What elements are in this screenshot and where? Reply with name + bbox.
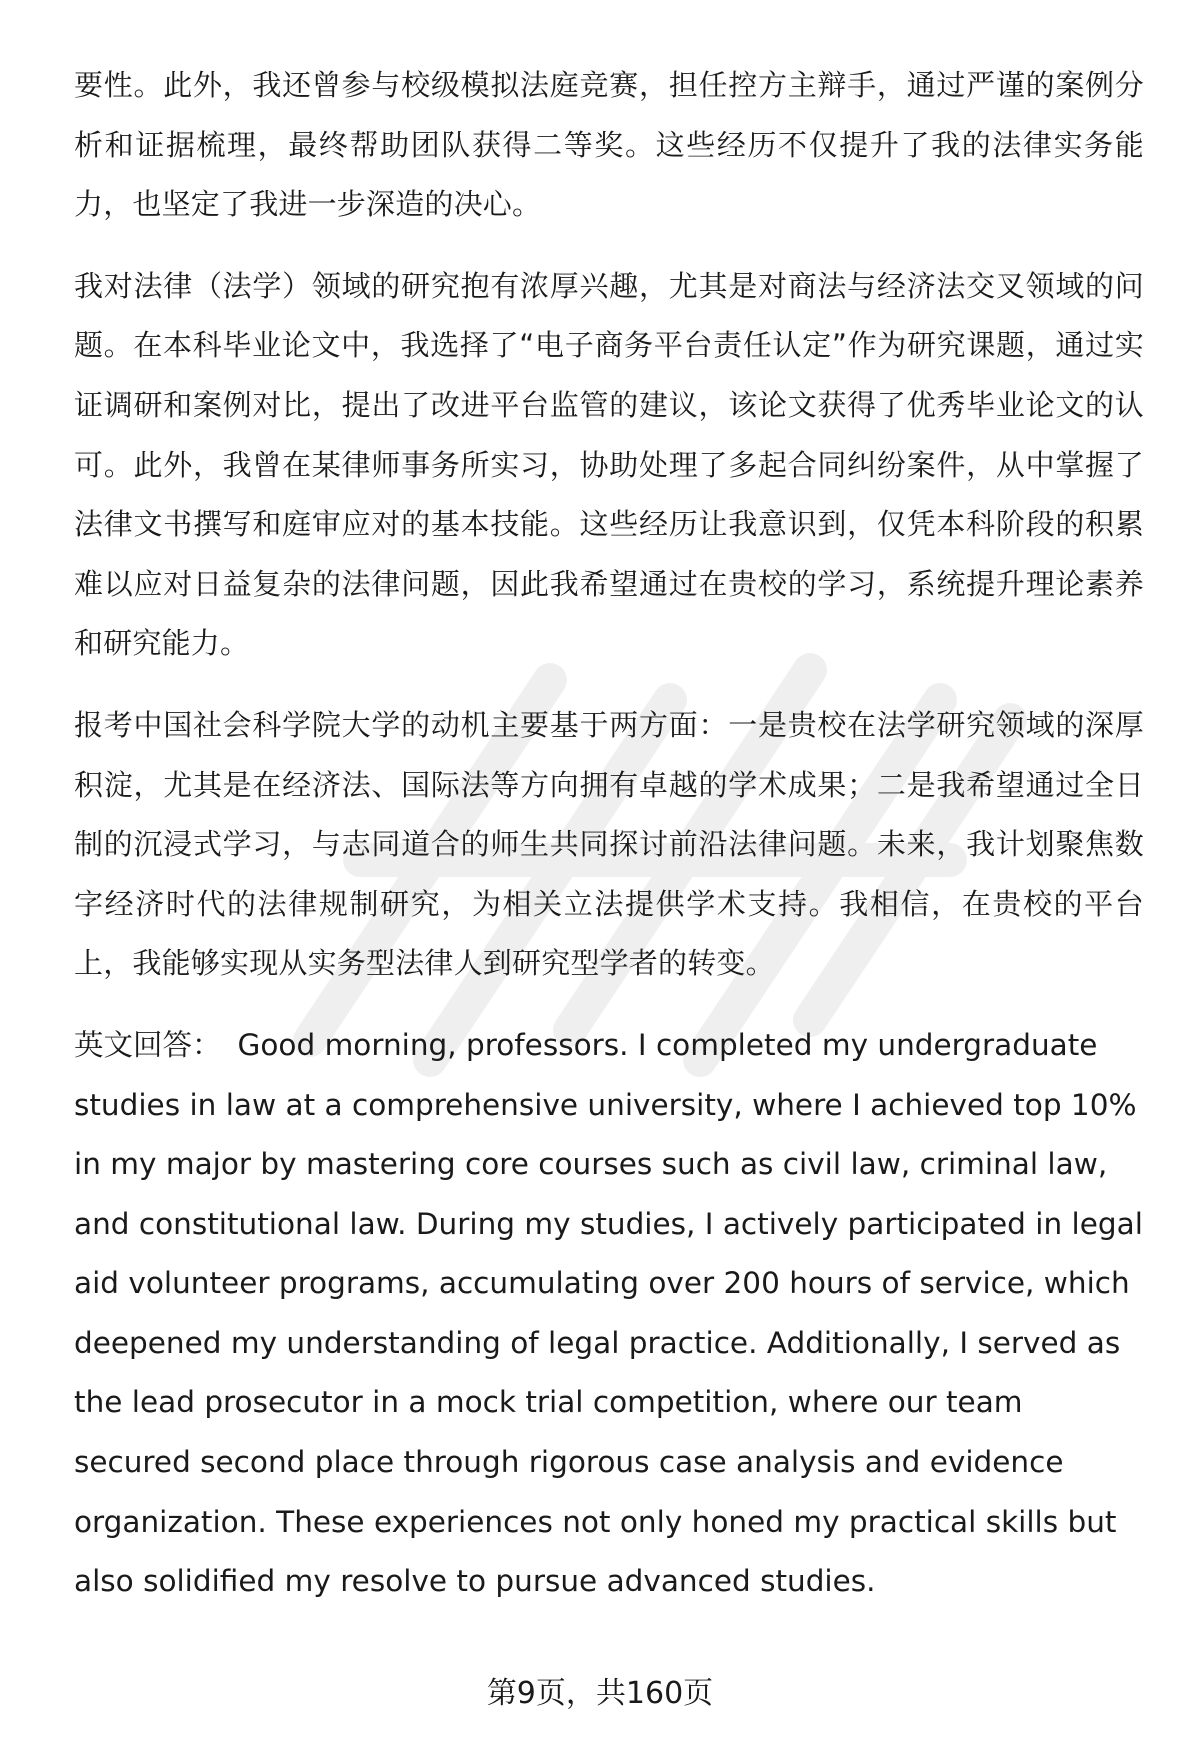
page-number-footer: 第9页，共160页 [486,1676,714,1711]
english-answer-paragraph [74,1016,1144,1612]
english-answer-label: 英文回答： [74,1027,222,1062]
paragraph-2: 我对法律（法学）领域的研究抱有浓厚兴趣，尤其是对商法与经济法交叉领域的问题。在本科毕业论文中，我选择了“电子商务平台责任认定”作为研究课题，通过实证调研和案例对比，提出了改进平台监管的建议，该论文获得了优秀毕业论文的认可。此外，我曾在某律师事务所实习，协助处理了多起合同纠纷案件，从中掌握了法律文书撰写和庭审应对的基本技能。这些经历让我意识到，仅凭本科阶段的积累难以应对日益复杂的法律问题，因此我希望通过在贵校的学习，系统提升理论素养和研究能力。 [74,268,1144,661]
english-answer-text: Good morning, professors. I completed my undergraduate studies in law at a comprehensive university, where I achieved top 10% in my major by mastering core courses such as civil law, criminal law, and constitutional law. During my studies, I actively participated in legal aid volunteer programs, accumulating over 200 hours of service, which deepened my understanding of legal practice. Additionally, I served as the lead prosecutor in a mock trial competition, where our team secured second place through rigorous case analysis and evidence organization. These experiences not only honed my practical skills but also solidified my resolve to pursue advanced studies. [74,1027,1143,1599]
paragraph-3: 报考中国社会科学院大学的动机主要基于两方面：一是贵校在法学研究领域的深厚积淀，尤其是在经济法、国际法等方向拥有卓越的学术成果；二是我希望通过全日制的沉浸式学习，与志同道合的师生共同探讨前沿法律问题。未来，我计划聚焦数字经济时代的法律规制研究，为相关立法提供学术支持。我相信，在贵校的平台上，我能够实现从实务型法律人到研究型学者的转变。 [74,707,1144,981]
paragraph-1: 要性。此外，我还曾参与校级模拟法庭竞赛，担任控方主辩手，通过严谨的案例分析和证据梳理，最终帮助团队获得二等奖。这些经历不仅提升了我的法律实务能力，也坚定了我进一步深造的决心。 [74,68,1144,222]
document-body [74,56,1144,1634]
